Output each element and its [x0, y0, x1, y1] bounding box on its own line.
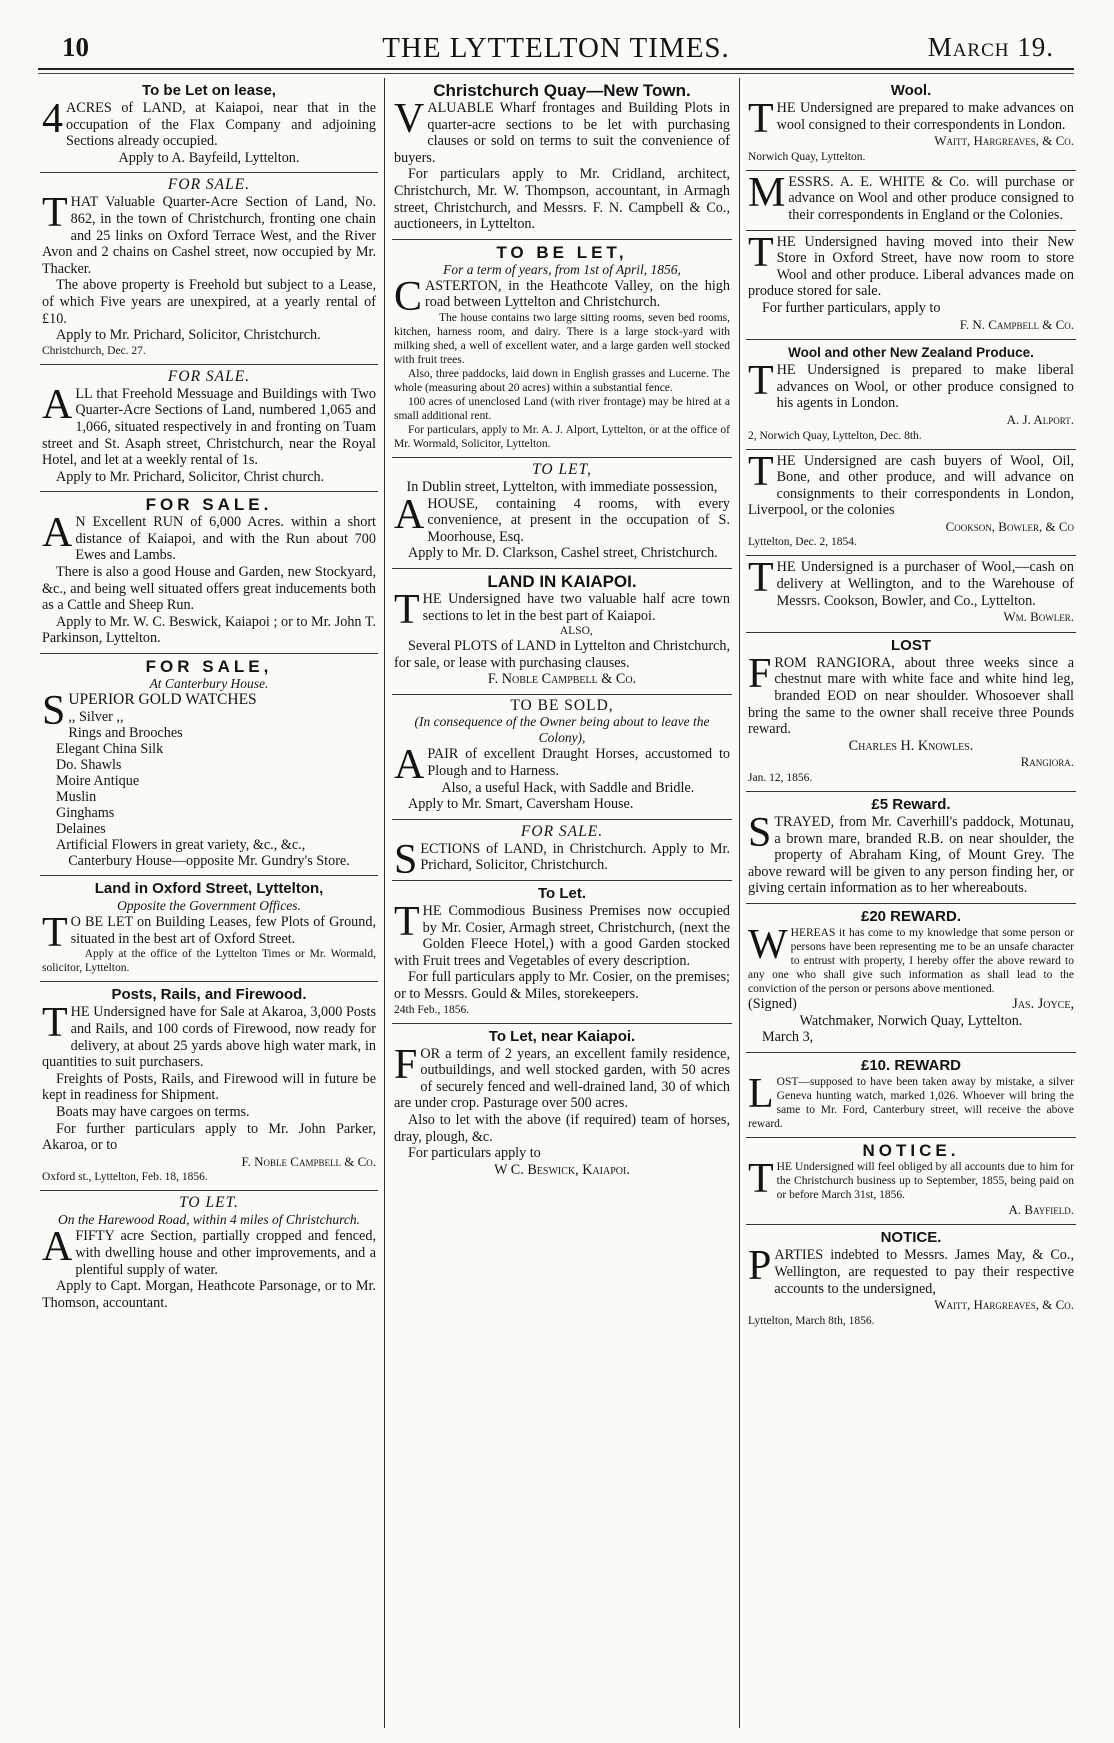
advert-body-2: For particulars apply to Mr. Cridland, architect, Christchurch, Mr. W. Thompson, accountant, in Armagh street, Christchurch, and Messrs. F. N. Campbell & Co., auctioneers, in Lyttelton. [394, 166, 730, 233]
newspaper-title: THE LYTTELTON TIMES. [382, 32, 730, 64]
advert-oxford-street-land [40, 876, 378, 982]
advert-heading: FOR SALE. [520, 822, 604, 840]
advert-also: ALSO, [559, 625, 593, 638]
advert-body: ESSRS. A. E. WHITE & Co. will purchase or advance on Wool and other produce consigned to their correspondents in England or the Colonies. [788, 173, 1074, 223]
advert-business-premises [392, 881, 732, 1024]
advert-body: OR a term of 2 years, an excellent family residence, outbuildings, and well stocked garden, with 50 acres of securely fenced and well-drained land, 30 of which are under crop. Pasturage over 500 acres. [394, 1045, 730, 1112]
advert-footer: Lyttelton, March 8th, 1856. [748, 1314, 875, 1327]
drop-cap: T [748, 229, 774, 276]
advert-body: TRAYED, from Mr. Caverhill's paddock, Motunau, a brown mare, branded R.B. on near shoulder, the property of Abraham King, of Mount Grey. The above reward will be given to any person finding her, or giving certain information as to her whereabouts. [748, 814, 1074, 897]
advert-apply: Apply to Mr. Prichard, Solicitor, Christ church. [56, 468, 325, 485]
advert-body: ASTERTON, in the Heathcote Valley, on the high road between Lyttelton and Christchurch. [425, 277, 730, 311]
advert-signature: Charles H. Knowles. [848, 737, 974, 754]
column-1 [40, 78, 378, 1738]
advert-body: HEREAS it has come to my knowledge that some person or persons have been representing me to be an unsafe character to entrust with property, I hereby offer the above reward to any one who shall give such information as shall lead to the conviction of the person or persons above mentioned. [748, 926, 1074, 995]
advert-run-for-sale [40, 492, 378, 654]
advert-near-kaiapoi [392, 1024, 732, 1185]
advert-body: HAT Valuable Quarter-Acre Section of Land, No. 862, in the town of Christchurch, fronting one chain and 25 links on Oxford Terrace West, and the River Avon and 2 chains on Cashel street, now occupied by Mr. Thacker. [42, 194, 376, 277]
advert-signature: Waitt, Hargreaves, & Co. [934, 1297, 1074, 1313]
page-number: 10 [62, 32, 89, 62]
advert-body: HE Undersigned are prepared to make advances on wool consigned to their correspondents in London. [776, 100, 1074, 133]
advert-apply: Apply to Mr. Smart, Caversham House. [408, 796, 634, 813]
advert-wool-purchaser [746, 556, 1076, 632]
drop-cap: S [42, 688, 66, 735]
advert-body: HOUSE, containing 4 rooms, with every convenience, at present in the occupation of S. Moorhouse, Esq. [427, 495, 730, 545]
advert-signature: Cookson, Bowler, & Co [945, 518, 1074, 534]
advert-heading: Wool and other New Zealand Produce. [788, 345, 1034, 361]
advert-footer: Lyttelton, Dec. 2, 1854. [748, 536, 857, 549]
advert-new-store [746, 231, 1076, 341]
list-item: Muslin [56, 788, 97, 805]
masthead-rule [38, 68, 1074, 70]
advert-body: HE Undersigned having moved into their New Store in Oxford Street, have now room to store Wool and other produce. Liberal advances made on produce stored for sale. [748, 233, 1074, 300]
drop-cap: W [748, 921, 788, 968]
advert-footer: Oxford st., Lyttelton, Feb. 18, 1856. [42, 1171, 208, 1184]
advert-signature-address: Watchmaker, Norwich Quay, Lyttelton. [799, 1012, 1023, 1029]
advert-body: ALUABLE Wharf frontages and Building Plots in quarter-acre sections to be let with purchasing clauses or sold on terms to suit the convenience of buyers. [394, 100, 730, 166]
advert-nz-produce [746, 340, 1076, 449]
drop-cap: T [748, 1155, 774, 1202]
drop-cap: T [42, 1000, 68, 1047]
advert-apply: Apply to Mr. W. C. Beswick, Kaiapoi ; or to Mr. John T. Parkinson, Lyttelton. [42, 613, 376, 647]
list-item: Elegant China Silk [56, 740, 164, 757]
advert-apply: Apply at the office of the Lyttelton Times or Mr. Wormald, solicitor, Lyttelton. [42, 948, 376, 975]
advert-heading: £20 REWARD. [860, 907, 962, 925]
list-item: Ginghams [56, 804, 115, 821]
advert-body-3: Also, three paddocks, laid down in English grasses and Lucerne. The whole (measuring about 20 acres) within a substantial fence. [394, 367, 730, 394]
advert-heading: LAND IN KAIAPOI. [487, 571, 637, 591]
drop-cap: T [748, 96, 774, 142]
advert-casterton [392, 240, 732, 458]
advert-heading: Posts, Rails, and Firewood. [111, 986, 307, 1004]
advert-body: UPERIOR GOLD WATCHES [68, 691, 257, 709]
advert-signature: Jas. Joyce, [1012, 995, 1074, 1012]
drop-cap: S [394, 836, 418, 883]
advert-heading: £10. REWARD [860, 1056, 962, 1074]
advert-body-2: There is also a good House and Garden, new Stockyard, &c., and being well situated offers great inducements both as a Cattle and Sheep Run. [42, 564, 376, 614]
advert-apply: For full particulars apply to Mr. Cosier, on the premises; or to Messrs. Gould & Miles, storekeepers. [394, 969, 730, 1002]
advert-body-2: The above property is Freehold but subject to a Lease, of which Five years are unexpired, at a yearly rental of £10. [42, 277, 376, 327]
advert-footer: Norwich Quay, Lyttelton. [748, 150, 866, 163]
advert-subheading: At Canterbury House. [149, 676, 269, 692]
advert-heading: TO BE SOLD, [510, 696, 614, 714]
advert-heading: To Let, near Kaiapoi. [488, 1027, 636, 1045]
advert-footer: March 3, [762, 1029, 814, 1046]
advert-heading: FOR SALE, [145, 657, 273, 677]
advert-apply: Apply to Capt. Morgan, Heathcote Parsonage, or to Mr. Thomson, accountant. [42, 1278, 376, 1311]
drop-cap: T [748, 358, 774, 405]
column-divider [384, 78, 385, 1728]
drop-cap: L [748, 1070, 774, 1117]
advert-apply: For particulars, apply to Mr. A. J. Alport, Lyttelton, or at the office of Mr. Wormald, Solicitor, Lyttelton. [394, 423, 730, 450]
advert-body-3: Boats may have cargoes on terms. [56, 1103, 250, 1120]
advert-heading: To be Let on lease, [142, 82, 276, 99]
column-2 [392, 78, 732, 1738]
advert-quarter-acre-sale [40, 173, 378, 364]
advert-land-lease-kaiapoi [40, 78, 378, 173]
advert-heading: FOR SALE. [167, 176, 251, 194]
list-item: Do. Shawls [56, 756, 122, 773]
column-3 [746, 78, 1076, 1738]
advert-heading: FOR SALE. [145, 495, 273, 515]
drop-cap: F [748, 650, 772, 697]
drop-cap: V [394, 96, 425, 142]
column-divider [739, 78, 740, 1728]
advert-posts-rails-firewood [40, 982, 378, 1191]
advert-body: HE Commodious Business Premises now occupied by Mr. Cosier, Armagh street, Christchurch, (next the Golden Fleece Hotel,) with a good Garden stocked with Fruit trees and Vegetables of every description. [394, 903, 730, 969]
advert-body-2: Several PLOTS of LAND in Lyttelton and Christchurch, for sale, or lease with purchasing clauses. [394, 638, 730, 671]
drop-cap: A [42, 381, 73, 428]
advert-body: HE Undersigned are cash buyers of Wool, Oil, Bone, and other produce, and will advance on consignments to their correspondents in London, Liverpool, or the colonies [748, 452, 1074, 519]
advert-canterbury-house [40, 654, 378, 876]
advert-subheading: (In consequence of the Owner being about to leave the Colony), [414, 714, 710, 746]
advert-land-in-kaiapoi [392, 569, 732, 695]
advert-heading: Land in Oxford Street, Lyttelton, [94, 880, 324, 898]
drop-cap: T [42, 910, 68, 957]
drop-cap: T [748, 555, 774, 602]
advert-draught-horses [392, 695, 732, 820]
advert-lost-mare [746, 633, 1076, 792]
list-item: Rings and Brooches [68, 724, 183, 741]
advert-heading: FOR SALE. [167, 367, 251, 385]
advert-signature: W C. Beswick, Kaiapoi. [494, 1161, 630, 1178]
advert-body: OST—supposed to have been taken away by mistake, a silver Geneva hunting watch, marked 1,026. Whoever will bring the same to Mr. Ford, Canterbury street, will receive the above reward. [748, 1075, 1074, 1130]
advert-footer: 2, Norwich Quay, Lyttelton, Dec. 8th. [748, 429, 922, 442]
advert-body: O BE LET on Building Leases, few Plots of Ground, situated in the best art of Oxford Street. [70, 914, 376, 947]
advert-apply: For further particulars, apply to [762, 299, 941, 316]
drop-cap: A [394, 742, 425, 789]
advert-heading: LOST [891, 636, 931, 654]
advert-subheading: Opposite the Government Offices. [117, 898, 301, 914]
advert-close: Canterbury House—opposite Mr. Gundry's Store. [68, 852, 350, 869]
advert-footer: 24th Feb., 1856. [394, 1003, 470, 1016]
masthead-rule-thin [38, 73, 1074, 74]
advert-body: HE Undersigned have for Sale at Akaroa, 3,000 Posts and Rails, and 100 cords of Firewood, now ready for delivery, at about 25 yards above high water mark, in quantities to suit purchasers. [42, 1004, 376, 1071]
advert-body-2: The house contains two large sitting rooms, seven bed rooms, kitchen, harness room, and dairy. There is a large stock-yard with milking shed, a well of excellent water, and a large garden well stocked with fruit trees. [394, 311, 730, 366]
issue-date: March 19. [927, 32, 1054, 62]
advert-body: HE Undersigned will feel obliged by all accounts due to him for the Christchurch business up to September, 1855, being paid on or before March 31st, 1856. [776, 1160, 1074, 1201]
advert-body: ECTIONS of LAND, in Christchurch. Apply to Mr. Prichard, Solicitor, Christchurch. [420, 840, 730, 874]
advert-body-4: 100 acres of unenclosed Land (with river frontage) may be hired at a small additional rent. [394, 395, 730, 422]
list-item: ,, Silver ,, [68, 708, 124, 725]
advert-signature: F. N. Campbell & Co. [959, 316, 1074, 332]
advert-dublin-street-house [392, 458, 732, 569]
advert-body: LL that Freehold Messuage and Buildings with Two Quarter-Acre Sections of Land, numbered 1,065 and 1,066, situated respectively in and fronting on Tuam street and St. Asaph street, Christchurch, near the Royal Hotel, and let at a weekly rental of 1s. [42, 385, 376, 469]
advert-white-and-co [746, 171, 1076, 231]
advert-apply: Apply to Mr. Prichard, Solicitor, Christchurch. [56, 327, 321, 344]
goods-list [42, 709, 376, 853]
masthead [38, 24, 1074, 68]
advert-body: ACRES of LAND, at Kaiapoi, near that in the occupation of the Flax Company and adjoining Sections already occupied. [66, 100, 376, 150]
advert-place: Rangiora. [1020, 754, 1074, 770]
drop-cap: A [42, 510, 73, 557]
advert-heading: TO LET. [179, 1194, 239, 1212]
advert-body: ROM RANGIORA, about three weeks since a chestnut mare with white face and white hind leg, branded EOD on near shoulder. Whosoever shall bring the same to the owner shall receive three Pounds reward. [748, 654, 1074, 738]
advert-notice-bayfield [746, 1138, 1076, 1226]
advert-body: HE Undersigned is prepared to make liberal advances on Wool, or other produce consigned to his agents in London. [776, 362, 1074, 412]
advert-heading: To Let. [537, 885, 587, 903]
list-item: Artificial Flowers in great variety, &c., &c., [56, 836, 306, 853]
drop-cap: A [42, 1224, 73, 1271]
drop-cap: M [748, 169, 786, 216]
advert-apply: For particulars apply to [408, 1145, 541, 1162]
advert-cash-buyers [746, 450, 1076, 557]
advert-subheading: On the Harewood Road, within 4 miles of Christchurch. [58, 1212, 360, 1228]
drop-cap: S [748, 810, 772, 856]
advert-heading: TO BE LET, [496, 242, 628, 262]
list-item: Moire Antique [56, 772, 140, 789]
list-item: Delaines [56, 820, 106, 837]
advert-heading: NOTICE. [862, 1140, 960, 1160]
advert-apply: Apply to Mr. D. Clarkson, Cashel street, Christchurch. [408, 545, 718, 562]
advert-subheading: For a term of years, from 1st of April, 1856, [443, 261, 681, 277]
advert-christchurch-quay [392, 78, 732, 240]
advert-harewood-road [40, 1191, 378, 1317]
advert-footer: Jan. 12, 1856. [748, 772, 813, 784]
drop-cap: T [748, 448, 774, 495]
advert-heading: NOTICE. [880, 1229, 942, 1247]
advert-body: HE Undersigned have two valuable half acre town sections to let in the best part of Kaiapoi. [422, 590, 730, 624]
advert-five-pound-reward [746, 792, 1076, 904]
drop-cap: 4 [42, 96, 63, 142]
advert-apply: Apply to A. Bayfeild, Lyttelton. [118, 149, 300, 166]
advert-footer: Christchurch, Dec. 27. [42, 344, 146, 357]
advert-wool [746, 78, 1076, 171]
advert-body-2: Freights of Posts, Rails, and Firewood will in future be kept in readiness for Shipment. [42, 1070, 376, 1104]
advert-signature: F. Noble Campbell & Co. [487, 671, 637, 688]
drop-cap: P [748, 1243, 772, 1290]
advert-twenty-pound-reward [746, 904, 1076, 1053]
advert-body: FIFTY acre Section, partially cropped and fenced, with dwelling house and other improvements, and a plentiful supply of water. [75, 1228, 376, 1278]
advert-notice-may [746, 1225, 1076, 1333]
advert-subheading: In Dublin street, Lyttelton, with immediate possession, [406, 478, 718, 495]
advert-signature: Waitt, Hargreaves, & Co. [934, 133, 1074, 149]
advert-body-2: Also to let with the above (if required) team of horses, dray, plough, &c. [394, 1111, 730, 1145]
advert-heading: Wool. [890, 82, 932, 99]
advert-signature: F. Noble Campbell & Co. [241, 1153, 376, 1169]
drop-cap: C [394, 273, 423, 320]
advert-ten-pound-reward [746, 1053, 1076, 1138]
advert-signature: A. Bayfield. [1008, 1201, 1074, 1217]
advert-freehold-messuage [40, 365, 378, 493]
advert-signed: (Signed) [748, 995, 797, 1012]
advert-apply: For further particulars apply to Mr. John Parker, Akaroa, or to [42, 1120, 376, 1154]
drop-cap: A [394, 491, 425, 538]
advert-heading: £5 Reward. [871, 796, 951, 813]
advert-heading: TO LET, [532, 460, 592, 478]
advert-heading: Christchurch Quay—New Town. [433, 81, 691, 100]
advert-body-2: Also, a useful Hack, with Saddle and Bridle. [441, 779, 695, 796]
advert-body: HE Undersigned is a purchaser of Wool,—cash on delivery at Wellington, and to the Warehouse of Messrs. Cookson, Bowler, and Co., Lyttelton. [776, 559, 1074, 609]
advert-body: PAIR of excellent Draught Horses, accustomed to Plough and to Harness. [427, 746, 730, 780]
advert-signature: Wm. Bowler. [1003, 609, 1074, 625]
advert-signature: A. J. Alport. [1006, 411, 1074, 427]
advert-body: ARTIES indebted to Messrs. James May, & Co., Wellington, are requested to pay their respective accounts to the undersigned, [774, 1247, 1074, 1297]
drop-cap: T [394, 586, 420, 633]
drop-cap: T [394, 899, 420, 946]
drop-cap: F [394, 1041, 418, 1088]
advert-body: N Excellent RUN of 6,000 Acres. within a short distance of Kaiapoi, and with the Run about 700 Ewes and Lambs. [75, 514, 376, 564]
advert-sections-of-land [392, 820, 732, 881]
drop-cap: T [42, 190, 68, 237]
